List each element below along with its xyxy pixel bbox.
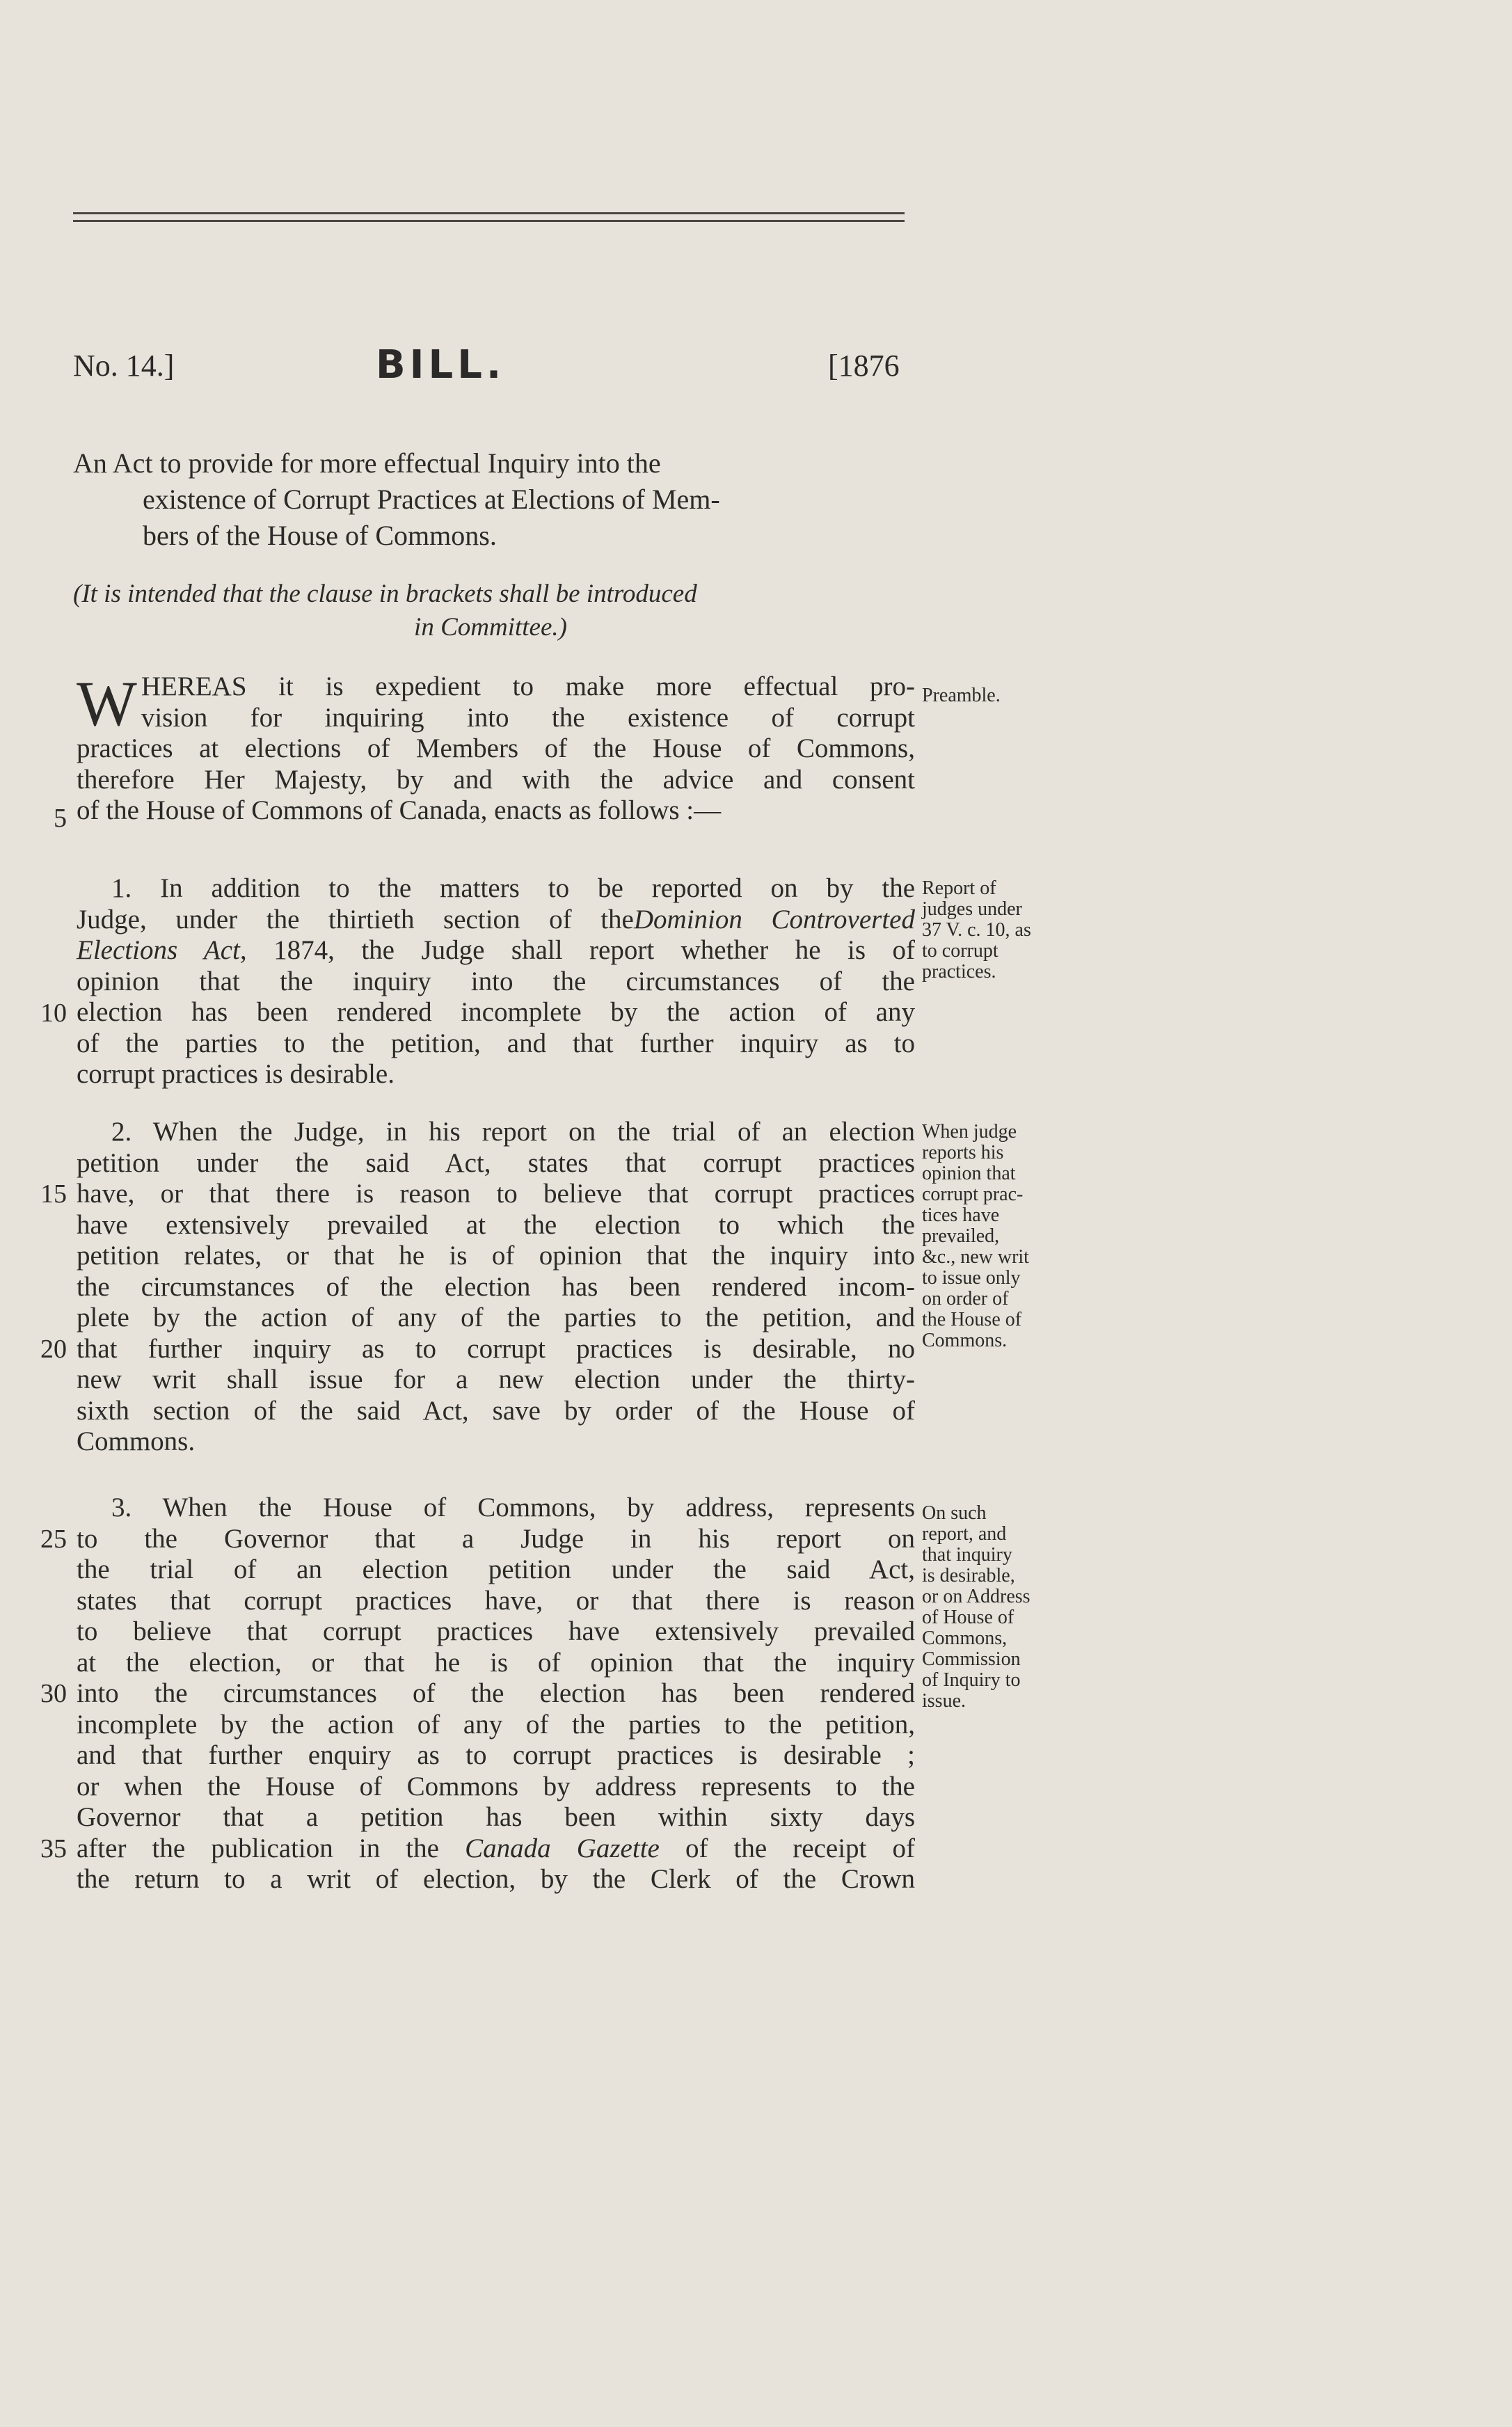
margin-line: Commission: [922, 1648, 1021, 1670]
margin-note-section-3: [922, 1503, 1082, 1712]
body-line: incomplete by the action of any of the parties to the petition,: [77, 1709, 915, 1740]
margin-line: or on Address: [922, 1586, 1030, 1607]
body-line: petition under the said Act, states that corrupt practices: [77, 1147, 915, 1178]
act-name: Elections Act,: [77, 935, 247, 965]
body-line: the return to a writ of election, by the Clerk of the Crown: [77, 1864, 915, 1894]
drop-cap: W: [77, 668, 137, 739]
body-line: to the Governor that a Judge in his report on: [77, 1523, 915, 1554]
body-line: have extensively prevailed at the election to which the: [77, 1209, 915, 1240]
margin-line: of House of: [922, 1607, 1014, 1628]
margin-note-section-1: [922, 878, 1082, 982]
body-text: 1874, the Judge shall report whether he is of: [246, 935, 915, 965]
body-line: [77, 935, 915, 966]
body-line: at the election, or that he is of opinion that the inquiry: [77, 1647, 915, 1678]
body-line: HEREAS it is expedient to make more effectual pro-: [141, 671, 915, 701]
margin-note-section-2: [922, 1122, 1082, 1351]
margin-line: Preamble.: [922, 685, 1001, 706]
body-text: Judge, under the thirtieth section of the: [77, 904, 634, 934]
body-line: 2. When the Judge, in his report on the trial of an election: [111, 1117, 915, 1147]
doc-type-heading: BILL.: [376, 342, 506, 388]
body-line: new writ shall issue for a new election under the thirty-: [77, 1364, 915, 1394]
note-line: in Committee.): [414, 613, 567, 642]
title-line: bers of the House of Commons.: [143, 520, 497, 551]
body-line: [77, 1833, 915, 1865]
body-line: that further inquiry as to corrupt practices is desirable, no: [77, 1333, 915, 1364]
margin-line: of Inquiry to: [922, 1669, 1021, 1691]
section-1: [77, 873, 915, 1090]
margin-line: &c., new writ: [922, 1246, 1029, 1268]
body-line: therefore Her Majesty, by and with the advice and consent: [77, 764, 915, 795]
margin-line: to corrupt: [922, 940, 998, 962]
gazette-name: Canada Gazette: [465, 1833, 660, 1863]
margin-line: Report of: [922, 877, 996, 899]
act-name: Dominion Controverted: [633, 904, 915, 934]
body-line: to believe that corrupt practices have extensively prevailed: [77, 1616, 915, 1646]
margin-line: to issue only: [922, 1267, 1021, 1289]
preamble-text: [77, 668, 915, 827]
margin-line: Commons,: [922, 1628, 1008, 1649]
line-number: 15: [40, 1179, 67, 1209]
line-number: 5: [54, 804, 67, 833]
margin-line: that inquiry: [922, 1544, 1012, 1566]
margin-line: is desirable,: [922, 1565, 1015, 1586]
margin-line: the House of: [922, 1309, 1022, 1330]
line-number: 10: [40, 998, 67, 1028]
line-number: 25: [40, 1525, 67, 1554]
body-line: Commons.: [77, 1426, 196, 1456]
line-number: 20: [40, 1335, 67, 1364]
margin-line: issue.: [922, 1690, 966, 1712]
title-line: An Act to provide for more effectual Inquiry into the: [73, 447, 661, 479]
header-rule-top: [73, 212, 905, 214]
margin-line: Commons.: [922, 1330, 1008, 1351]
body-line: the trial of an election petition under the said Act,: [77, 1554, 915, 1584]
body-line: of the parties to the petition, and that further inquiry as to: [77, 1028, 915, 1058]
body-line: 1. In addition to the matters to be reported on by the: [111, 873, 915, 903]
section-3: [77, 1493, 915, 1895]
margin-line: report, and: [922, 1523, 1007, 1545]
body-line: into the circumstances of the election has been rendered: [77, 1678, 915, 1708]
body-line: opinion that the inquiry into the circumstances of the: [77, 966, 915, 996]
body-line: [77, 905, 915, 936]
margin-line: on order of: [922, 1288, 1009, 1310]
margin-line: judges under: [922, 898, 1022, 920]
margin-line: When judge: [922, 1121, 1017, 1143]
body-line: vision for inquiring into the existence of corrupt: [141, 702, 915, 733]
margin-note-preamble: [922, 685, 1082, 706]
margin-line: reports his: [922, 1142, 1004, 1163]
body-line: have, or that there is reason to believe that corrupt practices: [77, 1179, 915, 1209]
title-line: existence of Corrupt Practices at Elections of Mem-: [143, 484, 720, 515]
body-line: 3. When the House of Commons, by address, represents: [111, 1493, 915, 1522]
margin-line: practices.: [922, 961, 996, 982]
body-line: and that further enquiry as to corrupt practices is desirable ;: [77, 1740, 915, 1770]
line-number: 35: [40, 1834, 67, 1863]
body-line: of the House of Commons of Canada, enacts as follows :—: [77, 795, 722, 825]
body-line: the circumstances of the election has been rendered incom-: [77, 1271, 915, 1302]
margin-line: On such: [922, 1502, 987, 1524]
body-line: Governor that a petition has been within sixty days: [77, 1802, 915, 1832]
body-line: or when the House of Commons by address represents to the: [77, 1771, 915, 1801]
body-line: practices at elections of Members of the House of Commons,: [77, 733, 915, 763]
body-line: election has been rendered incomplete by the action of any: [77, 997, 915, 1027]
committee-note: [73, 578, 908, 644]
act-title: [73, 445, 908, 554]
margin-line: 37 V. c. 10, as: [922, 919, 1031, 941]
note-line: (It is intended that the clause in brackets shall be introduced: [73, 580, 697, 608]
margin-line: opinion that: [922, 1163, 1016, 1184]
body-line: plete by the action of any of the parties to the petition, and: [77, 1303, 915, 1332]
bill-number: No. 14.]: [73, 349, 175, 383]
body-line: corrupt practices is desirable.: [77, 1059, 395, 1089]
section-2: [77, 1117, 915, 1458]
margin-line: prevailed,: [922, 1225, 1000, 1247]
margin-line: tices have: [922, 1204, 1000, 1226]
margin-line: corrupt prac-: [922, 1184, 1024, 1205]
bill-year: [1876: [828, 349, 900, 383]
header-rule-bottom: [73, 220, 905, 222]
body-line: petition relates, or that he is of opinion that the inquiry into: [77, 1241, 915, 1271]
body-text: after the publication in the: [77, 1833, 439, 1863]
body-line: sixth section of the said Act, save by order of the House of: [77, 1395, 915, 1426]
body-text: of the receipt of: [659, 1833, 915, 1863]
body-line: states that corrupt practices have, or that there is reason: [77, 1585, 915, 1616]
line-number: 30: [40, 1679, 67, 1708]
